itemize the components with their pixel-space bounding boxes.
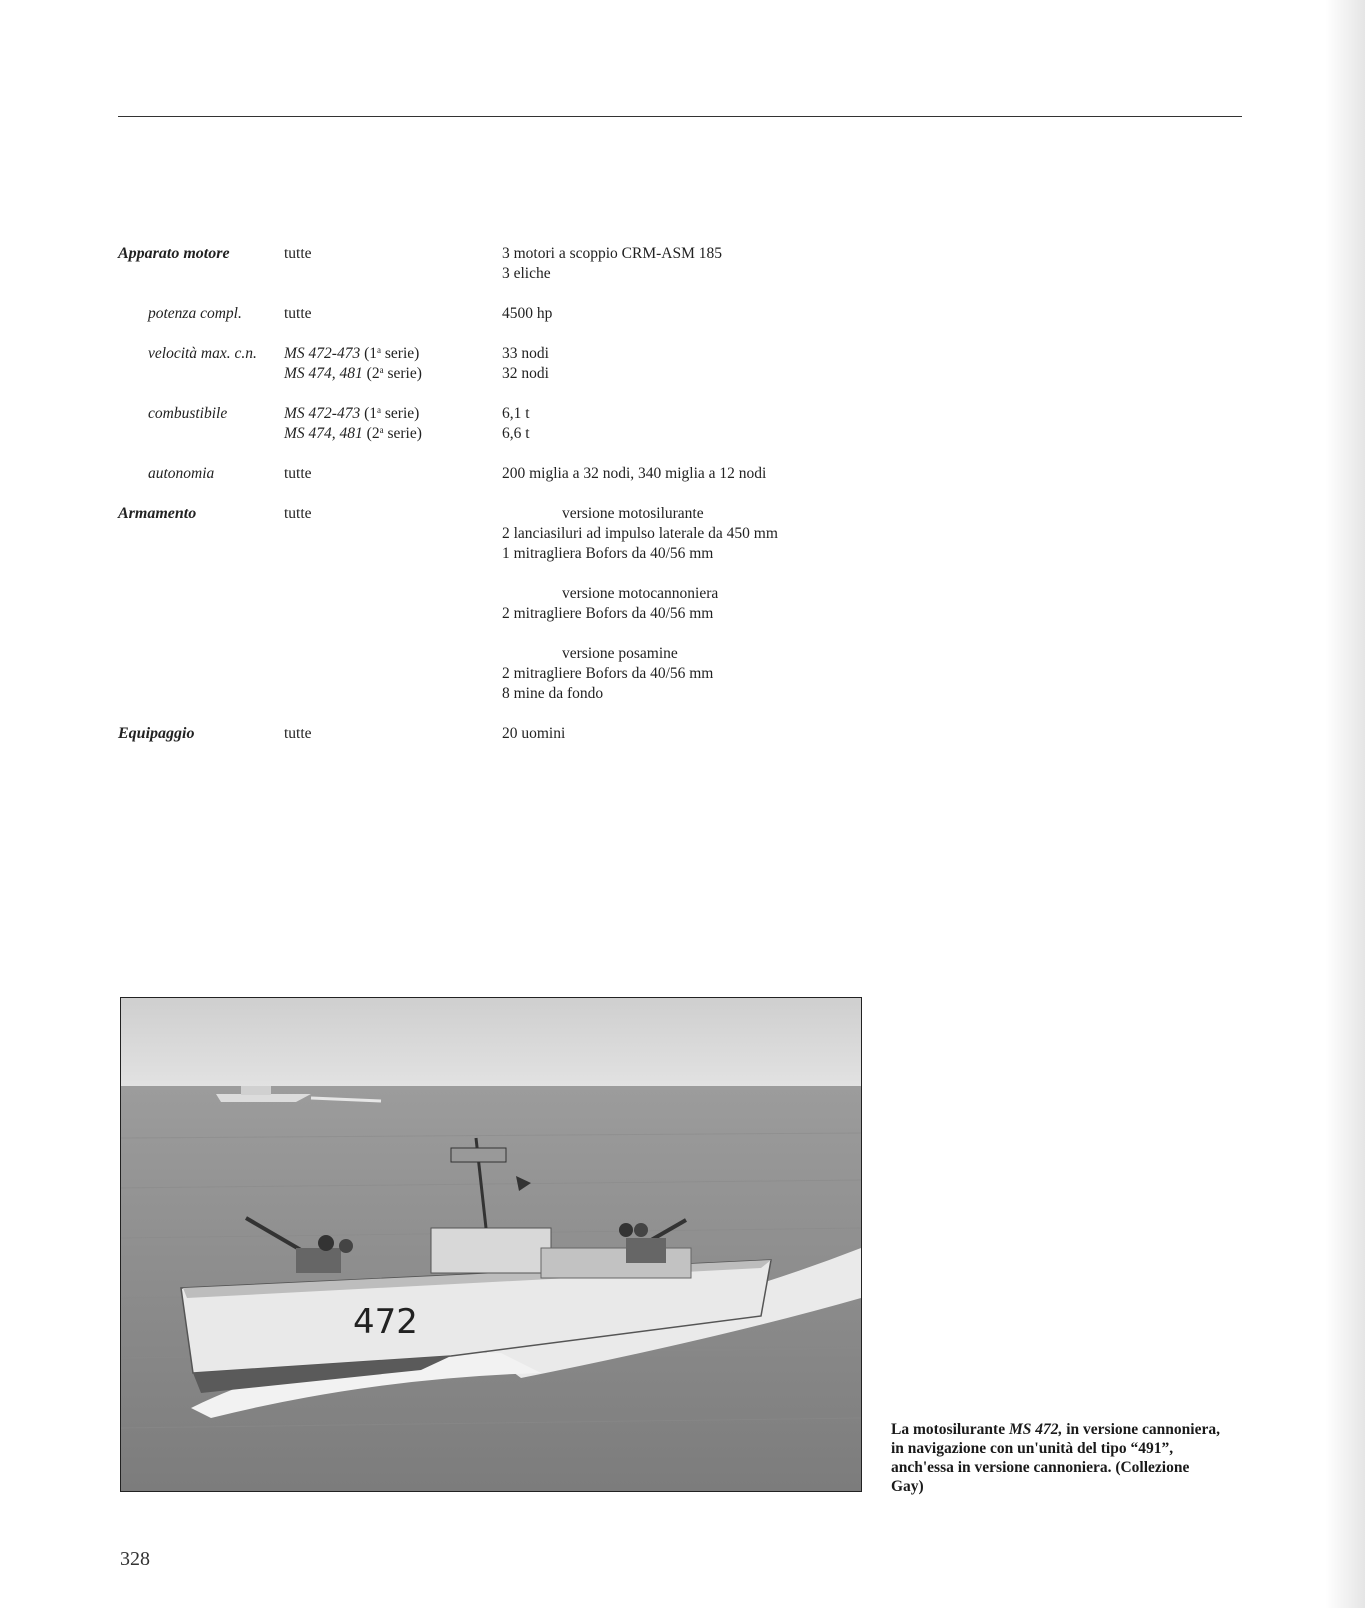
armament-group-motocannoniera [502, 584, 878, 624]
spec-unit: MS 472-473 (1$^a$ serie) [284, 345, 420, 362]
armament-group-title: versione motosilurante [562, 505, 704, 522]
spec-row-autonomia [118, 464, 878, 504]
armament-item: 2 mitragliere Bofors da 40/56 mm [502, 665, 714, 682]
spec-value: 4500 hp [502, 305, 553, 322]
armament-item: 1 mitragliera Bofors da 40/56 mm [502, 545, 714, 562]
spec-label: Apparato motore [118, 245, 230, 262]
spec-value: 32 nodi [502, 365, 549, 382]
armament-group-title: versione motocannoniera [562, 585, 719, 602]
specs-table [118, 244, 878, 744]
spec-row-armamento [118, 504, 878, 724]
photo-caption: La motosilurante MS 472, in versione cannoniera, in navigazione con un'unità del tipo “491”, anch'essa in versione cannoniera. (Collezione Gay) [891, 1421, 1220, 1495]
spec-row-equipaggio [118, 724, 878, 744]
spec-value: 6,1 t [502, 405, 530, 422]
armament-item: 2 lanciasiluri ad impulso laterale da 450 mm [502, 525, 778, 542]
spec-unit: tutte [284, 725, 312, 742]
spec-value: 3 eliche [502, 265, 551, 282]
hull-number: 472 [353, 1302, 418, 1342]
boat-photo [120, 997, 862, 1492]
armament-group-title: versione posamine [562, 645, 678, 662]
spec-row-potenza [118, 304, 878, 344]
spec-label: Armamento [118, 505, 197, 522]
spec-unit: tutte [284, 305, 312, 322]
spec-value: 3 motori a scoppio CRM-ASM 185 [502, 245, 723, 262]
spec-unit: MS 474, 481 (2$^a$ serie) [284, 425, 422, 442]
spec-label: combustibile [148, 405, 228, 422]
page-number: 328 [120, 1548, 150, 1570]
armament-item: 8 mine da fondo [502, 685, 604, 702]
spec-label: potenza compl. [148, 305, 242, 322]
spec-unit: MS 472-473 (1$^a$ serie) [284, 405, 420, 422]
spec-value: 6,6 t [502, 425, 530, 442]
spec-row-velocita [118, 344, 878, 404]
spec-row-combustibile [118, 404, 878, 464]
armament-group-posamine [502, 644, 878, 704]
spec-unit: MS 474, 481 (2$^a$ serie) [284, 365, 422, 382]
spec-unit: tutte [284, 505, 312, 522]
header-rule [118, 116, 1242, 117]
spec-value: 33 nodi [502, 345, 549, 362]
spec-value: 20 uomini [502, 725, 566, 742]
spec-label: velocità max. c.n. [148, 345, 257, 362]
spec-unit: tutte [284, 245, 312, 262]
armament-item: 2 mitragliere Bofors da 40/56 mm [502, 605, 714, 622]
spec-row-apparato [118, 244, 878, 304]
spec-label: Equipaggio [118, 725, 195, 742]
spec-unit: tutte [284, 465, 312, 482]
spec-value: 200 miglia a 32 nodi, 340 miglia a 12 nodi [502, 465, 767, 482]
armament-group-motosilurante [502, 504, 878, 564]
page-edge-shadow [1325, 0, 1365, 1608]
spec-label: autonomia [148, 465, 215, 482]
